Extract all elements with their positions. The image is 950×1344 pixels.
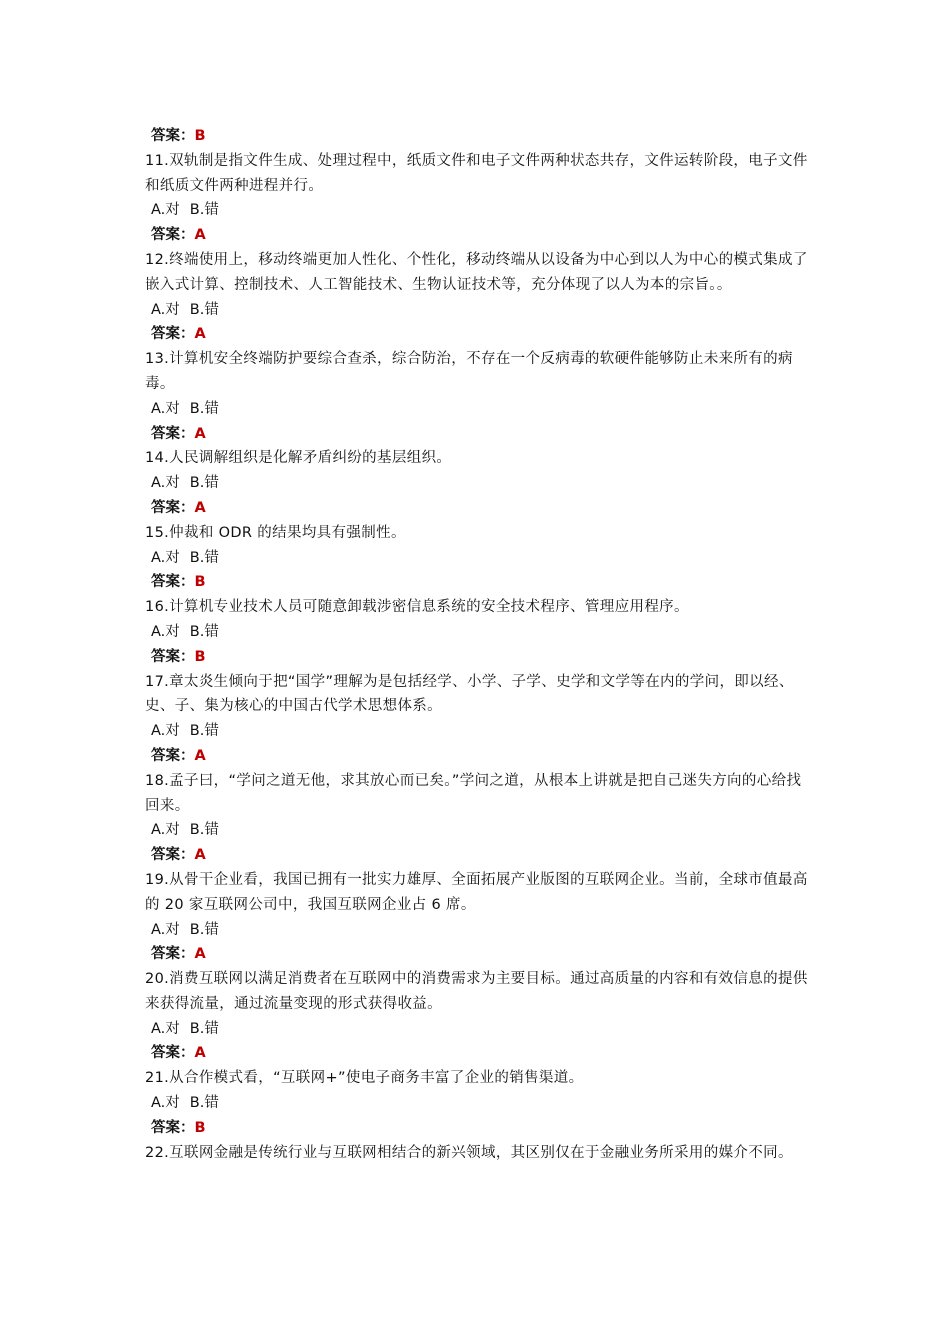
answer-value: A	[194, 847, 206, 864]
question-number: 19.	[145, 871, 170, 888]
option-a: A.对	[151, 623, 180, 640]
question-number: 14.	[145, 450, 170, 467]
question-number: 21.	[145, 1070, 170, 1087]
question-number: 22.	[145, 1144, 170, 1161]
answer-label: 答案：	[151, 747, 195, 764]
options-line	[145, 1091, 810, 1116]
question-text: 终端使用上，移动终端更加人性化、个性化，移动终端从以设备为中心到以人为中心的模式集成了嵌入式计算、控制技术、人工智能技术、生物认证技术等，充分体现了以人为本的宗旨。。	[145, 251, 808, 293]
question-text: 仲裁和 ODR 的结果均具有强制性。	[169, 524, 406, 541]
option-b: B.错	[189, 822, 219, 839]
option-a: A.对	[151, 301, 180, 318]
answer-line	[145, 124, 810, 149]
answer-label: 答案：	[151, 946, 195, 963]
question-text: 章太炎生倾向于把“国学”理解为是包括经学、小学、子学、史学和文学等在内的学问，即以经、史、子、集为核心的中国古代学术思想体系。	[145, 673, 794, 715]
options-line	[145, 818, 810, 843]
options-line	[145, 1017, 810, 1042]
answer-line	[145, 322, 810, 347]
options-line	[145, 546, 810, 571]
answer-value: B	[194, 648, 206, 665]
question-text: 计算机专业技术人员可随意卸载涉密信息系统的安全技术程序、管理应用程序。	[169, 599, 689, 616]
options-line	[145, 198, 810, 223]
option-b: B.错	[189, 723, 219, 740]
option-a: A.对	[151, 1020, 180, 1037]
option-a: A.对	[151, 475, 180, 492]
option-b: B.错	[189, 202, 219, 219]
answer-label: 答案：	[151, 499, 195, 516]
options-line	[145, 298, 810, 323]
answer-label: 答案：	[151, 648, 195, 665]
question-text: 从骨干企业看，我国已拥有一批实力雄厚、全面拓展产业版图的互联网企业。当前，全球市值最高的 20 家互联网公司中，我国互联网企业占 6 席。	[145, 871, 808, 913]
answer-value: A	[194, 946, 206, 963]
options-line	[145, 719, 810, 744]
option-a: A.对	[151, 822, 180, 839]
answer-line	[145, 1116, 810, 1141]
answer-line	[145, 570, 810, 595]
option-b: B.错	[189, 475, 219, 492]
answer-line	[145, 422, 810, 447]
options-line	[145, 397, 810, 422]
question-item	[145, 1066, 810, 1091]
answer-value: A	[194, 1045, 206, 1062]
answer-value: B	[194, 574, 206, 591]
question-text: 互联网金融是传统行业与互联网相结合的新兴领域，其区别仅在于金融业务所采用的媒介不同。	[169, 1144, 793, 1161]
answer-value: A	[194, 425, 206, 442]
option-a: A.对	[151, 1095, 180, 1112]
option-a: A.对	[151, 921, 180, 938]
question-number: 18.	[145, 772, 170, 789]
question-item	[145, 595, 810, 620]
option-a: A.对	[151, 549, 180, 566]
answer-line	[145, 942, 810, 967]
option-b: B.错	[189, 623, 219, 640]
options-line	[145, 620, 810, 645]
question-item	[145, 347, 810, 397]
question-text: 孟子曰，“学问之道无他，求其放心而已矣。”学问之道，从根本上讲就是把自己迷失方向的心给找回来。	[145, 772, 802, 814]
option-b: B.错	[189, 301, 219, 318]
answer-line	[145, 645, 810, 670]
answer-value: B	[194, 1119, 206, 1136]
question-list	[145, 124, 810, 1165]
option-b: B.错	[189, 549, 219, 566]
question-text: 双轨制是指文件生成、处理过程中，纸质文件和电子文件两种状态共存，文件运转阶段，电子文件和纸质文件两种进程并行。	[145, 152, 808, 194]
question-text: 消费互联网以满足消费者在互联网中的消费需求为主要目标。通过高质量的内容和有效信息的提供来获得流量，通过流量变现的形式获得收益。	[145, 971, 808, 1012]
question-number: 20.	[145, 971, 170, 988]
answer-value: A	[194, 499, 206, 516]
option-a: A.对	[151, 723, 180, 740]
question-number: 16.	[145, 599, 170, 616]
answer-line	[145, 843, 810, 868]
answer-label: 答案：	[151, 227, 195, 244]
option-a: A.对	[151, 400, 180, 417]
options-line	[145, 471, 810, 496]
options-line	[145, 918, 810, 943]
answer-label: 答案：	[151, 326, 195, 343]
question-number: 11.	[145, 152, 170, 169]
question-item	[145, 769, 810, 819]
option-b: B.错	[189, 1095, 219, 1112]
question-text: 人民调解组织是化解矛盾纠纷的基层组织。	[169, 450, 452, 467]
question-number: 15.	[145, 524, 170, 541]
answer-line	[145, 744, 810, 769]
answer-value: A	[194, 747, 206, 764]
question-item	[145, 967, 810, 1017]
question-item	[145, 149, 810, 199]
answer-line	[145, 496, 810, 521]
option-b: B.错	[189, 400, 219, 417]
answer-label: 答案：	[151, 128, 195, 144]
question-item	[145, 446, 810, 471]
answer-label: 答案：	[151, 1119, 195, 1136]
answer-label: 答案：	[151, 1045, 195, 1062]
answer-value: A	[194, 326, 206, 343]
question-text: 计算机安全终端防护要综合查杀，综合防治，不存在一个反病毒的软硬件能够防止未来所有的病毒。	[145, 351, 793, 392]
question-item	[145, 868, 810, 918]
answer-line	[145, 223, 810, 248]
answer-label: 答案：	[151, 425, 195, 442]
question-number: 12.	[145, 251, 170, 268]
question-text: 从合作模式看，“互联网+”使电子商务丰富了企业的销售渠道。	[169, 1070, 584, 1087]
answer-label: 答案：	[151, 847, 195, 864]
answer-value: A	[194, 227, 206, 244]
question-item	[145, 248, 810, 298]
question-number: 13.	[145, 351, 170, 368]
question-item	[145, 670, 810, 720]
question-item	[145, 1141, 810, 1166]
question-item	[145, 521, 810, 546]
answer-label: 答案：	[151, 574, 195, 591]
option-a: A.对	[151, 202, 180, 219]
option-b: B.错	[189, 921, 219, 938]
option-b: B.错	[189, 1020, 219, 1037]
answer-value: B	[194, 128, 206, 144]
question-number: 17.	[145, 673, 170, 690]
answer-line	[145, 1041, 810, 1066]
